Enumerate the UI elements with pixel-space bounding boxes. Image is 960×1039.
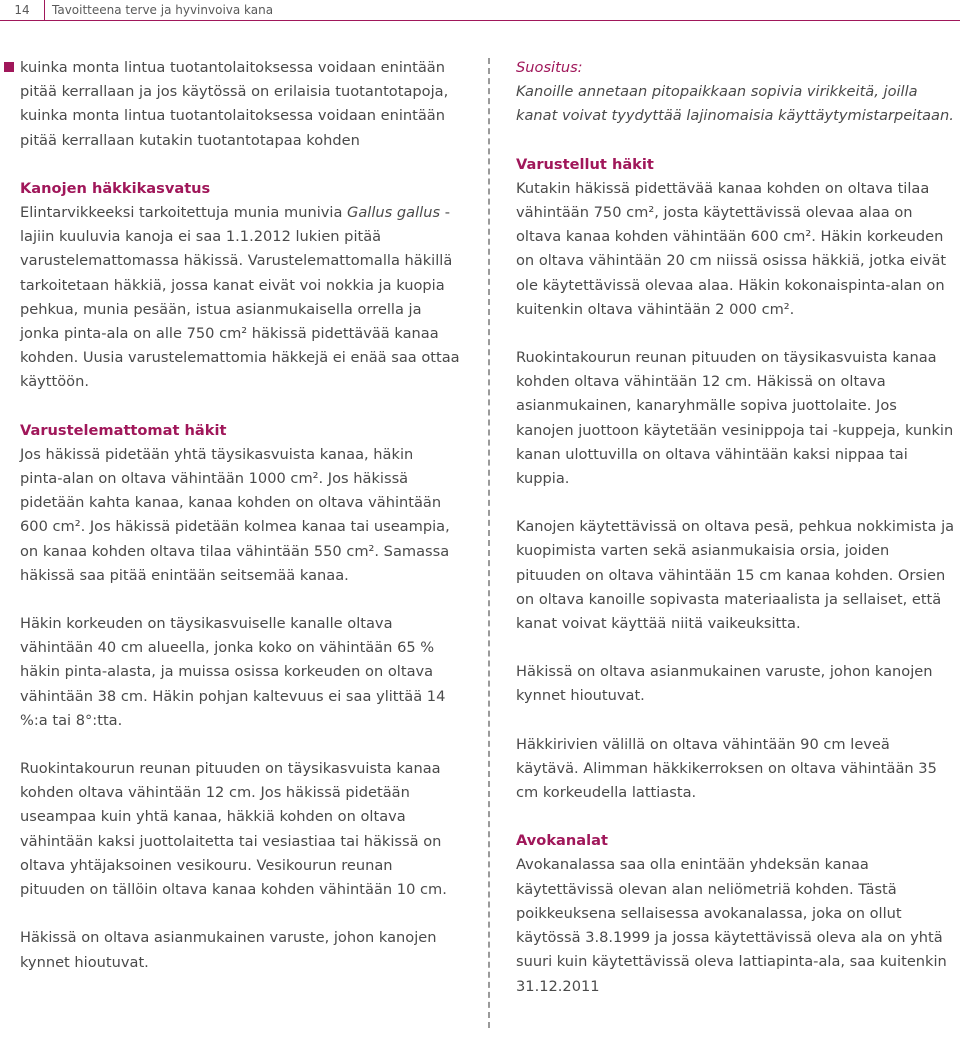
paragraph-enriched-nest: Kanojen käytettävissä on oltava pesä, pehkua nokkimista ja kuopimista varten sekä asianmukaisia orsia, joiden pituuden on oltava vähintään 15 cm kanaa kohden. Orsien on oltava kanoille sopivasta materiaalista ja sellaiset, että kanat voivat käyttää niitä vaikeuksitta. <box>516 518 955 633</box>
paragraph-unenriched-claws: Häkissä on oltava asianmukainen varuste, johon kanojen kynnet hioutuvat. <box>20 929 437 971</box>
left-column <box>20 56 460 975</box>
section-heading-unenriched-cages: Varustelemattomat häkit <box>20 421 227 439</box>
paragraph-enriched-area: Kutakin häkissä pidettävää kanaa kohden on oltava tilaa vähintään 750 cm², josta käytettävissä olevaa alaa on oltava kanaa kohden vähintään 600 cm². Häkin korkeuden on oltava vähintään 20 cm niissä osissa häkkiä, jotka eivät ole käytettävissä olevaa alaa. Häkin kokonaispinta-alan on kuitenkin oltava vähintään 2 000 cm². <box>516 179 947 318</box>
paragraph-unenriched-height: Häkin korkeuden on täysikasvuiselle kanalle oltava vähintään 40 cm alueella, jonka koko on vähintään 65 % häkin pinta-alasta, ja muissa osissa korkeuden on oltava vähintään 38 cm. Häkin pohjan kaltevuus ei saa ylittää 14 %:a tai 8°:tta. <box>20 615 446 729</box>
paragraph-enriched-feeding: Ruokintakourun reunan pituuden on täysikasvuista kanaa kohden oltava vähintään 12 cm. Häkissä on oltava asianmukainen, kanaryhmälle sopiva juottolaite. Jos kanojen juottoon käytetään vesinippoja tai -kuppeja, kunkin kanan ulottuvilla on oltava vähintään kaksi nippaa tai kuppia. <box>516 349 954 488</box>
paragraph-unenriched-area: Jos häkissä pidetään yhtä täysikasvuista kanaa, häkin pinta-alan on oltava vähintään 1000 cm². Jos häkissä pidetään kahta kanaa, kanaa kohden on oltava vähintään 600 cm². Jos häkissä pidetään kolmea kanaa tai useampia, on kanaa kohden oltava tilaa vähintään 550 cm². Samassa häkissä saa pitää enintään seitsemää kanaa. <box>20 445 450 584</box>
section-heading-enriched-cages: Varustellut häkit <box>516 155 654 173</box>
right-column <box>516 56 956 999</box>
paragraph-enriched-aisle: Häkkirivien välillä on oltava vähintään 90 cm leveä käytävä. Alimman häkkikerroksen on oltava vähintään 35 cm korkeudella lattiasta. <box>516 735 937 802</box>
bullet-text: kuinka monta lintua tuotantolaitoksessa voidaan enintään pitää kerrallaan ja jos käytössä on erilaisia tuotantotapoja, kuinka monta lintua tuotantolaitoksessa voidaan enintään pitää kerrallaan kutakin tuotantotapaa kohden <box>20 59 449 149</box>
paragraph-barns: Avokanalassa saa olla enintään yhdeksän kanaa käytettävissä olevan alan neliömetriä kohden. Tästä poikkeuksena sellaisessa avokanalassa, joka on ollut käytössä 3.8.1999 ja jossa käytettävissä oleva ala on yhtä suuri kuin käytettävissä oleva lattiapinta-ala, saa kuitenkin 31.12.2011 <box>516 856 947 995</box>
section-heading-barns: Avokanalat <box>516 832 608 850</box>
section-heading-cage-rearing: Kanojen häkkikasvatus <box>20 179 211 197</box>
bullet-item <box>20 56 460 153</box>
species-name: Gallus gallus <box>347 204 441 222</box>
paragraph-text: Elintarvikkeeksi tarkoitettuja munia munivia <box>20 204 348 222</box>
running-title: Tavoitteena terve ja hyvinvoiva kana <box>52 3 274 17</box>
paragraph-unenriched-feeding: Ruokintakourun reunan pituuden on täysikasvuista kanaa kohden oltava vähintään 12 cm. Jos häkissä pidetään useampaa kuin yhtä kanaa, häkkiä kohden on oltava vähintään kaksi juottolaitetta tai vesiastiaa tai häkissä on oltava yhtäjaksoinen vesikouru. Vesikourun reunan pituuden on tällöin oltava kanaa kohden vähintään 10 cm. <box>20 760 447 899</box>
recommendation-text: Kanoille annetaan pitopaikkaan sopivia virikkeitä, joilla kanat voivat tyydyttää lajinomaisia käyttäytymistarpeitaan. <box>516 83 954 125</box>
page-number-divider <box>44 0 45 20</box>
square-bullet-icon <box>4 62 14 72</box>
paragraph-enriched-claws: Häkissä on oltava asianmukainen varuste, johon kanojen kynnet hioutuvat. <box>516 663 933 705</box>
paragraph-text: -lajiin kuuluvia kanoja ei saa 1.1.2012 lukien pitää varustelemattomassa häkissä. Varustelemattomalla häkillä tarkoitetaan häkkiä, jossa kanat eivät voi nokkia ja kuopia pehkua, munia pesään, istua asianmukaisella orrella ja jonka pinta-ala on alle 750 cm² häkissä pidettävää kanaa kohden. Uusia varustelemattomia häkkejä ei enää saa ottaa käyttöön. <box>20 204 460 391</box>
paragraph-cage-rearing <box>20 201 460 395</box>
page-number: 14 <box>14 3 30 17</box>
header-rule <box>0 20 960 21</box>
column-divider <box>488 58 490 1028</box>
recommendation-label: Suositus: <box>516 59 583 76</box>
page-header <box>0 0 960 22</box>
